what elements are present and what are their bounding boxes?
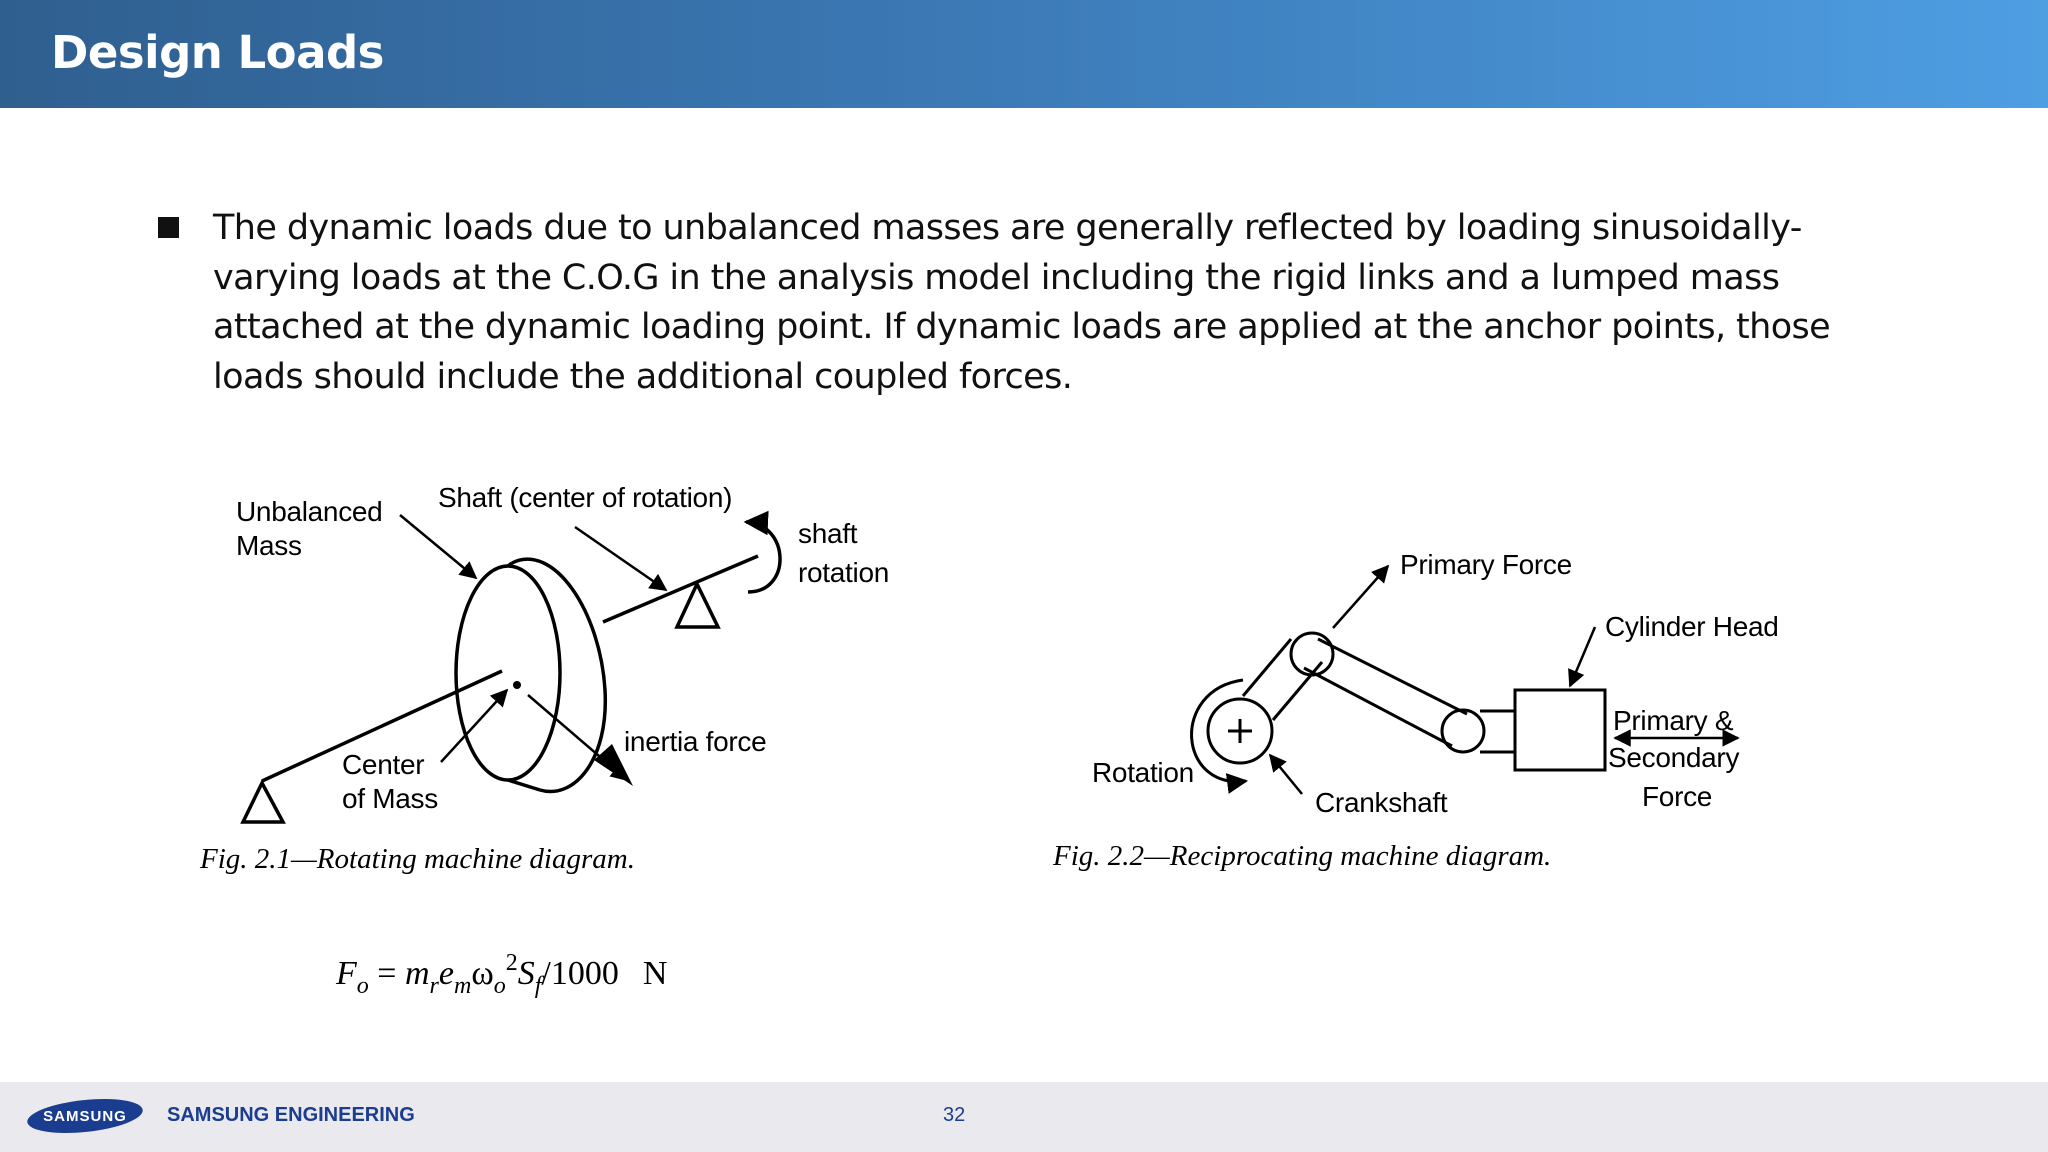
formula-unit: N (642, 955, 668, 992)
formula-eq: = (368, 955, 405, 992)
formula-m-sub: r (429, 973, 439, 999)
label-center-of-mass-2: of Mass (342, 783, 438, 814)
formula-e-sub: m (453, 973, 472, 999)
label-primary-force: Primary Force (1400, 549, 1572, 580)
label-shaft-rotation-1: shaft (798, 518, 858, 549)
formula-omega-sup: 2 (505, 950, 518, 976)
connecting-rod-top (1318, 639, 1467, 714)
formula-m: m (404, 955, 430, 992)
label-cylinder-head: Cylinder Head (1605, 611, 1779, 642)
label-crankshaft: Crankshaft (1315, 787, 1448, 818)
formula-e: e (438, 955, 454, 992)
wrist-pin (1442, 710, 1484, 752)
crank-arm-a (1243, 639, 1291, 696)
bullet-text: The dynamic loads due to unbalanced masses are generally reflected by loading sinusoidally-varying loads at the C.O.G in the analysis model including the rigid links and a lumped mass attached at the dynamic loading point. If dynamic loads are applied at the anchor points, those loads should include the additional coupled forces. (213, 208, 1831, 397)
formula-F: F (336, 955, 357, 992)
figure2-caption: Fig. 2.2—Reciprocating machine diagram. (1053, 840, 1552, 872)
dynamic-force-formula (336, 950, 667, 1000)
connecting-rod-bottom (1304, 668, 1452, 746)
formula-S-sub: f (534, 973, 542, 999)
page-number: 32 (943, 1104, 966, 1126)
formula-rest: /1000 (541, 955, 619, 992)
label-inertia-force: inertia force (624, 726, 767, 757)
label-shaft: Shaft (center of rotation) (438, 482, 733, 513)
label-shaft-rotation-2: rotation (798, 557, 889, 588)
cylinder-head-box (1515, 690, 1605, 770)
label-primary-secondary-1: Primary & (1613, 705, 1734, 736)
label-primary-secondary-2: Secondary (1608, 742, 1740, 773)
company-name: SAMSUNG ENGINEERING (167, 1104, 415, 1126)
samsung-logo-text: SAMSUNG (43, 1108, 127, 1125)
formula-S: S (517, 955, 535, 992)
samsung-logo (25, 1097, 145, 1135)
label-unbalanced-mass-2: Mass (236, 530, 302, 561)
formula-omega: ω (471, 955, 494, 992)
label-rotation: Rotation (1092, 757, 1194, 788)
label-primary-secondary-3: Force (1642, 781, 1713, 812)
label-unbalanced-mass-1: Unbalanced (236, 496, 383, 527)
slide-title: Design Loads (51, 26, 384, 79)
label-center-of-mass-1: Center (342, 749, 425, 780)
crank-pin (1291, 633, 1333, 675)
formula-omega-sub: o (493, 973, 506, 999)
figure1-caption: Fig. 2.1—Rotating machine diagram. (200, 843, 635, 875)
formula-F-sub: o (356, 973, 369, 999)
